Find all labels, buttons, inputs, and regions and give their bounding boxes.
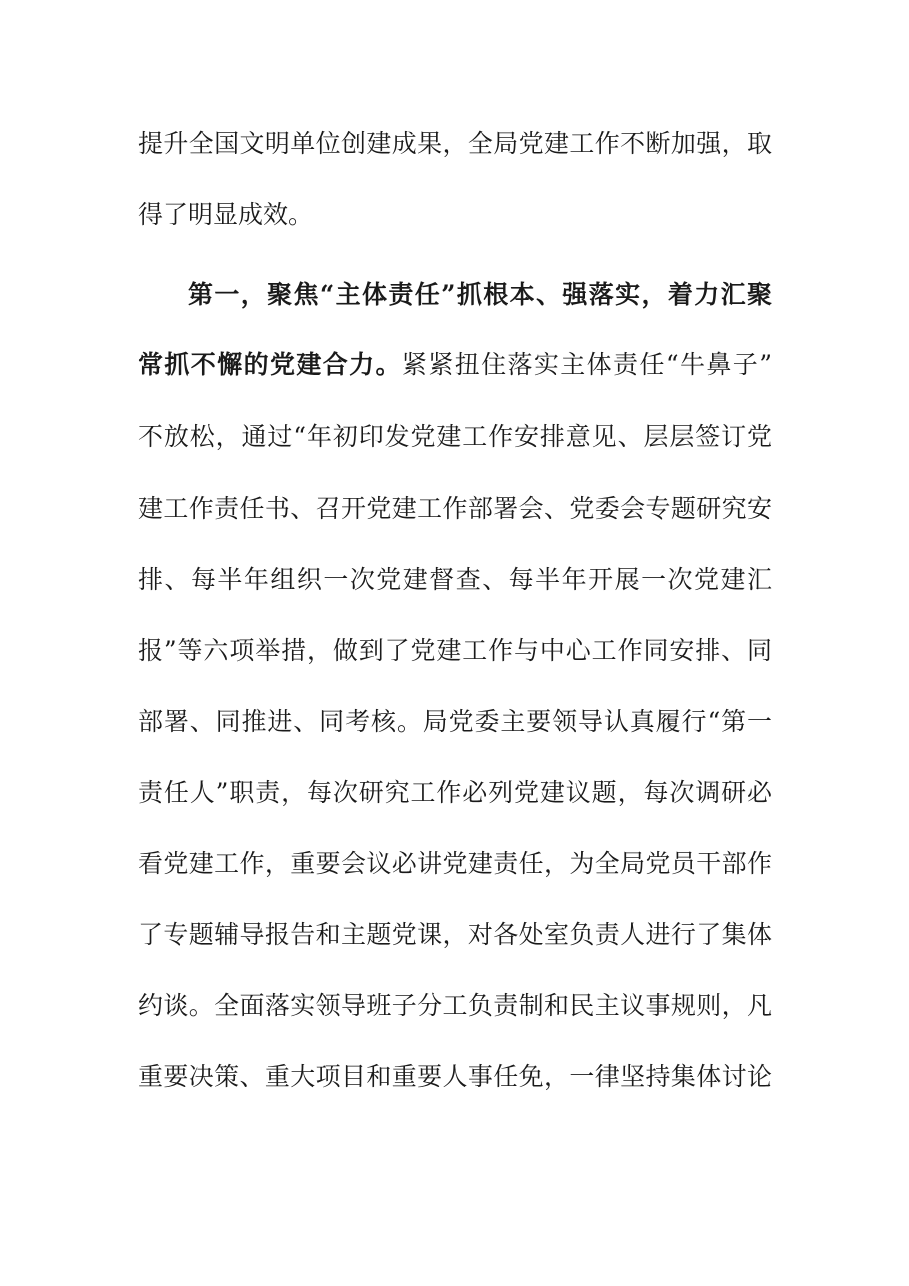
section-heading-tail: 常抓不懈的党建合力。 (138, 350, 402, 379)
paragraph-line: 提升全国文明单位创建成果，全局党建工作不断加强，取 (138, 129, 772, 158)
paragraph-line: 不放松，通过“年初印发党建工作安排意见、层层签订党 (138, 422, 772, 451)
paragraph-line: 重要决策、重大项目和重要人事任免，一律坚持集体讨论 (138, 1062, 772, 1091)
paragraph-text: 紧紧扭住落实主体责任“牛鼻子” (401, 350, 772, 379)
paragraph-line: 责任人”职责，每次研究工作必列党建议题，每次调研必 (138, 778, 772, 807)
paragraph-line: 建工作责任书、召开党建工作部署会、党委会专题研究安 (138, 494, 772, 523)
paragraph-line: 得了明显成效。 (138, 200, 314, 229)
paragraph-line: 排、每半年组织一次党建督查、每半年开展一次党建汇 (138, 565, 772, 594)
paragraph-line: 部署、同推进、同考核。局党委主要领导认真履行“第一 (138, 707, 772, 736)
section-heading-line: 第一，聚焦“主体责任”抓根本、强落实，着力汇聚 (188, 280, 772, 309)
paragraph-line: 报”等六项举措，做到了党建工作与中心工作同安排、同 (138, 636, 772, 665)
paragraph-line: 约谈。全面落实领导班子分工负责制和民主议事规则，凡 (138, 991, 772, 1020)
paragraph-line: 了专题辅导报告和主题党课，对各处室负责人进行了集体 (138, 920, 772, 949)
paragraph-line: 看党建工作，重要会议必讲党建责任，为全局党员干部作 (138, 849, 772, 878)
section-heading-continuation (138, 349, 772, 381)
